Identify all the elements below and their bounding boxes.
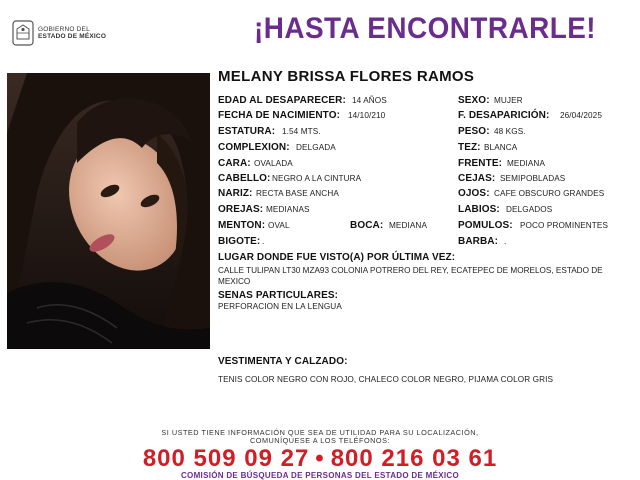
sexo-value: MUJER: [494, 96, 523, 105]
boca-label: BOCA:: [350, 220, 384, 231]
logo-line-1: GOBIERNO DEL: [38, 26, 90, 33]
ojos-label: OJOS:: [458, 188, 490, 199]
barba-value: .: [504, 237, 507, 246]
footer-info-line-1: SI USTED TIENE INFORMACIÓN QUE SEA DE UTILIDAD PARA SU LOCALIZACIÓN,: [161, 428, 479, 437]
tez-label: TEZ:: [458, 142, 481, 153]
bigote-label: BIGOTE:: [218, 236, 261, 247]
cara-value: OVALADA: [254, 159, 293, 168]
estatura-value: 1.54 MTS.: [282, 127, 321, 136]
last-seen-value: CALLE TULIPAN LT30 MZA93 COLONIA POTRERO DEL REY, ECATEPEC DE MORELOS, ESTADO DE MEXICO: [218, 266, 603, 286]
frente-value: MEDIANA: [507, 159, 546, 168]
frente-label: FRENTE:: [458, 158, 503, 169]
state-emblem-icon: [12, 20, 34, 46]
cabello-label: CABELLO:: [218, 173, 271, 184]
cejas-label: CEJAS:: [458, 173, 496, 184]
last-seen-label: LUGAR DONDE FUE VISTO(A) POR ÚLTIMA VEZ:: [218, 252, 456, 263]
headline: ¡HASTA ENCONTRARLE!: [254, 12, 597, 45]
government-logo: [12, 20, 132, 48]
orejas-value: MEDIANAS: [266, 205, 310, 214]
sexo-label: SEXO:: [458, 95, 490, 106]
commission-name: COMISIÓN DE BÚSQUEDA DE PERSONAS DEL ESTADO DE MÉXICO: [180, 471, 459, 480]
peso-label: PESO:: [458, 126, 490, 137]
desaparicion-label: F. DESAPARICIÓN:: [458, 110, 550, 121]
edad-label: EDAD AL DESAPARECER:: [218, 95, 346, 106]
barba-label: BARBA:: [458, 236, 499, 247]
ojos-value: CAFE OBSCURO GRANDES: [494, 189, 605, 198]
clothing-label: VESTIMENTA Y CALZADO:: [218, 356, 348, 367]
edad-value: 14 AÑOS: [352, 96, 387, 105]
phone-1[interactable]: 800 509 09 27: [142, 445, 310, 472]
tez-value: BLANCA: [484, 143, 518, 152]
desaparicion-value: 26/04/2025: [560, 111, 602, 120]
pomulos-label: POMULOS:: [458, 220, 513, 231]
complexion-value: DELGADA: [296, 143, 336, 152]
phone-numbers: [0, 445, 640, 473]
phone-separator: •: [315, 445, 325, 472]
cabello-value: NEGRO A LA CINTURA: [272, 174, 362, 183]
labios-label: LABIOS:: [458, 204, 500, 215]
footer-info-line-2: COMUNÍQUESE A LOS TELÉFONOS:: [250, 436, 390, 445]
nariz-value: RECTA BASE ANCHA: [256, 189, 339, 198]
bigote-value: .: [262, 237, 265, 246]
pomulos-value: POCO PROMINENTES: [520, 221, 609, 230]
phone-2[interactable]: 800 216 03 61: [330, 445, 498, 472]
menton-label: MENTON:: [218, 220, 266, 231]
menton-value: OVAL: [268, 221, 290, 230]
complexion-label: COMPLEXION:: [218, 142, 290, 153]
cara-label: CARA:: [218, 158, 251, 169]
clothing-value: TENIS COLOR NEGRO CON ROJO, CHALECO COLOR NEGRO, PIJAMA COLOR GRIS: [218, 375, 554, 384]
orejas-label: OREJAS:: [218, 204, 264, 215]
nariz-label: NARIZ:: [218, 188, 253, 199]
portrait-illustration: [7, 73, 210, 349]
boca-value: MEDIANA: [389, 221, 428, 230]
estatura-label: ESTATURA:: [218, 126, 276, 137]
nacimiento-label: FECHA DE NACIMIENTO:: [218, 110, 340, 121]
cejas-value: SEMIPOBLADAS: [500, 174, 566, 183]
missing-person-photo: [7, 73, 210, 349]
signs-label: SENAS PARTICULARES:: [218, 290, 339, 301]
nacimiento-value: 14/10/210: [348, 111, 386, 120]
signs-value: PERFORACION EN LA LENGUA: [218, 302, 342, 311]
logo-line-2: ESTADO DE MÉXICO: [38, 33, 107, 40]
labios-value: DELGADOS: [506, 205, 553, 214]
person-name: MELANY BRISSA FLORES RAMOS: [218, 68, 475, 85]
peso-value: 48 KGS.: [494, 127, 526, 136]
